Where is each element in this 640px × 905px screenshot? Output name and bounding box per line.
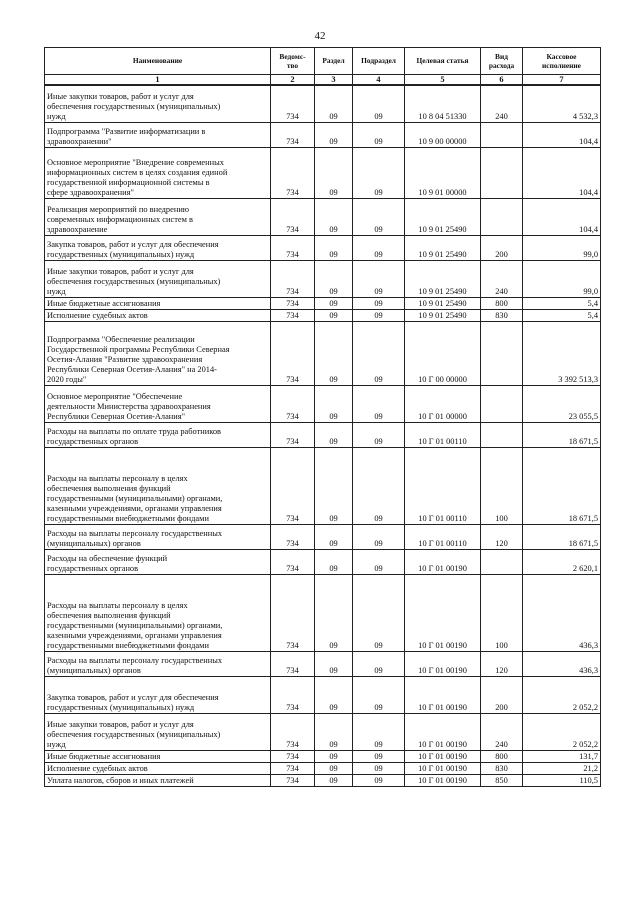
row-subsection: 09 [353,297,405,309]
row-department: 734 [271,422,315,447]
row-section: 09 [315,774,353,786]
row-subsection: 09 [353,260,405,297]
row-department: 734 [271,574,315,651]
table-row [45,297,601,309]
row-amount: 110,5 [523,774,601,786]
column-number: 7 [523,75,601,86]
column-number: 4 [353,75,405,86]
row-target-item: 10 9 01 25490 [405,198,481,235]
row-name: Исполнение судебных актов [45,762,271,774]
row-subsection: 09 [353,676,405,713]
row-amount: 5,4 [523,297,601,309]
row-section: 09 [315,750,353,762]
header-expense-type: Вид расхода [481,48,523,75]
row-section: 09 [315,447,353,524]
row-department: 734 [271,676,315,713]
header-cash-execution: Кассовое исполнение [523,48,601,75]
row-name: Основное мероприятие "Обеспечение деятельности Министерства здравоохранения Республики Северная Осетия-Алания" [45,385,271,422]
row-name: Иные закупки товаров, работ и услуг для обеспечения государственных (муниципальных) нужд [45,85,271,122]
row-section: 09 [315,422,353,447]
row-section: 09 [315,651,353,676]
table-row [45,309,601,321]
row-subsection: 09 [353,713,405,750]
row-subsection: 09 [353,574,405,651]
row-section: 09 [315,235,353,260]
row-department: 734 [271,774,315,786]
row-amount: 18 671,5 [523,422,601,447]
row-amount: 18 671,5 [523,524,601,549]
row-name: Подпрограмма "Развитие информатизации в здравоохранении" [45,122,271,147]
row-expense-type [481,549,523,574]
row-target-item: 10 9 01 00000 [405,147,481,198]
row-section: 09 [315,85,353,122]
row-target-item: 10 9 00 00000 [405,122,481,147]
table-row [45,574,601,651]
row-name: Закупка товаров, работ и услуг для обеспечения государственных (муниципальных) нужд [45,676,271,713]
row-department: 734 [271,651,315,676]
row-expense-type: 240 [481,260,523,297]
budget-table [44,47,601,787]
row-target-item: 10 Г 01 00190 [405,774,481,786]
row-amount: 21,2 [523,762,601,774]
row-target-item: 10 Г 01 00190 [405,676,481,713]
row-section: 09 [315,260,353,297]
row-department: 734 [271,713,315,750]
row-target-item: 10 Г 01 00110 [405,447,481,524]
row-target-item: 10 Г 01 00190 [405,574,481,651]
row-target-item: 10 Г 01 00110 [405,524,481,549]
row-expense-type [481,385,523,422]
row-department: 734 [271,385,315,422]
row-section: 09 [315,321,353,385]
table-row [45,549,601,574]
row-subsection: 09 [353,309,405,321]
row-amount: 5,4 [523,309,601,321]
row-target-item: 10 9 01 25490 [405,260,481,297]
row-amount: 104,4 [523,147,601,198]
row-amount: 436,3 [523,651,601,676]
row-name: Расходы на выплаты персоналу государственных (муниципальных) органов [45,651,271,676]
row-department: 734 [271,750,315,762]
row-section: 09 [315,297,353,309]
row-expense-type: 200 [481,676,523,713]
row-expense-type [481,321,523,385]
row-subsection: 09 [353,147,405,198]
table-row [45,122,601,147]
table-row [45,85,601,122]
row-amount: 104,4 [523,122,601,147]
row-name: Реализация мероприятий по внедрению современных информационных систем в здравоохранение [45,198,271,235]
row-expense-type: 200 [481,235,523,260]
row-name: Иные бюджетные ассигнования [45,750,271,762]
row-section: 09 [315,762,353,774]
table-row [45,447,601,524]
row-subsection: 09 [353,122,405,147]
row-target-item: 10 Г 01 00190 [405,750,481,762]
row-name: Подпрограмма "Обеспечение реализации Государственной программы Республики Северная Осетия-Алания "Развитие здравоохранения Республики Северная Осетия-Алания" на 2014- 2020 годы" [45,321,271,385]
row-amount: 2 620,1 [523,549,601,574]
table-row [45,774,601,786]
table-row [45,524,601,549]
column-number: 5 [405,75,481,86]
table-row [45,321,601,385]
row-expense-type [481,122,523,147]
row-name: Иные закупки товаров, работ и услуг для обеспечения государственных (муниципальных) нужд [45,260,271,297]
row-subsection: 09 [353,422,405,447]
row-target-item: 10 Г 01 00110 [405,422,481,447]
table-row [45,713,601,750]
table-row [45,147,601,198]
table-row [45,235,601,260]
row-expense-type: 120 [481,651,523,676]
row-expense-type: 800 [481,750,523,762]
page-number: 42 [314,30,326,42]
row-department: 734 [271,85,315,122]
column-numbers-row [45,75,601,86]
table-body [45,85,601,786]
row-name: Расходы на выплаты персоналу государственных (муниципальных) органов [45,524,271,549]
row-expense-type: 100 [481,574,523,651]
row-target-item: 10 Г 01 00190 [405,713,481,750]
column-number: 1 [45,75,271,86]
row-amount: 436,3 [523,574,601,651]
row-name: Иные закупки товаров, работ и услуг для обеспечения государственных (муниципальных) нужд [45,713,271,750]
row-department: 734 [271,297,315,309]
row-department: 734 [271,235,315,260]
row-department: 734 [271,260,315,297]
row-expense-type: 240 [481,713,523,750]
row-expense-type: 240 [481,85,523,122]
row-section: 09 [315,122,353,147]
row-subsection: 09 [353,447,405,524]
column-number: 6 [481,75,523,86]
row-amount: 2 052,2 [523,676,601,713]
row-amount: 2 052,2 [523,713,601,750]
row-subsection: 09 [353,198,405,235]
table-row [45,260,601,297]
row-expense-type: 830 [481,762,523,774]
row-expense-type [481,147,523,198]
row-section: 09 [315,549,353,574]
row-amount: 4 532,3 [523,85,601,122]
row-section: 09 [315,198,353,235]
row-subsection: 09 [353,235,405,260]
row-department: 734 [271,147,315,198]
table-row [45,422,601,447]
row-section: 09 [315,676,353,713]
row-department: 734 [271,549,315,574]
table-row [45,651,601,676]
row-expense-type: 830 [481,309,523,321]
row-subsection: 09 [353,651,405,676]
table-header-row [45,48,601,75]
row-name: Расходы на выплаты персоналу в целях обеспечения выполнения функций государственными (муниципальными) органами, казенными учреждениями, органами управления государственными внебюджетными фондами [45,447,271,524]
row-subsection: 09 [353,762,405,774]
column-number: 3 [315,75,353,86]
row-subsection: 09 [353,321,405,385]
table-row [45,385,601,422]
table-row [45,762,601,774]
header-subsection: Подраздел [353,48,405,75]
row-section: 09 [315,574,353,651]
row-amount: 18 671,5 [523,447,601,524]
row-name: Основное мероприятие "Внедрение современных информационных систем в целях создания единой государственной информационной системы в сфере здравоохранения" [45,147,271,198]
table-row [45,676,601,713]
table-row [45,750,601,762]
row-section: 09 [315,385,353,422]
row-expense-type: 120 [481,524,523,549]
row-name: Расходы на выплаты по оплате труда работников государственных органов [45,422,271,447]
row-target-item: 10 9 01 25490 [405,309,481,321]
row-name: Закупка товаров, работ и услуг для обеспечения государственных (муниципальных) нужд [45,235,271,260]
row-expense-type: 100 [481,447,523,524]
header-section: Раздел [315,48,353,75]
row-amount: 99,0 [523,260,601,297]
row-department: 734 [271,309,315,321]
row-target-item: 10 9 01 25490 [405,235,481,260]
row-name: Уплата налогов, сборов и иных платежей [45,774,271,786]
header-department: Ведомс- тво [271,48,315,75]
row-target-item: 10 Г 01 00190 [405,651,481,676]
row-amount: 131,7 [523,750,601,762]
row-department: 734 [271,122,315,147]
row-amount: 104,4 [523,198,601,235]
row-subsection: 09 [353,750,405,762]
row-expense-type [481,422,523,447]
row-department: 734 [271,321,315,385]
row-department: 734 [271,762,315,774]
header-target-item: Целевая статья [405,48,481,75]
row-expense-type [481,198,523,235]
row-amount: 23 055,5 [523,385,601,422]
row-amount: 99,0 [523,235,601,260]
row-department: 734 [271,198,315,235]
row-amount: 3 392 513,3 [523,321,601,385]
row-target-item: 10 Г 01 00190 [405,549,481,574]
row-department: 734 [271,447,315,524]
row-section: 09 [315,147,353,198]
row-name: Иные бюджетные ассигнования [45,297,271,309]
row-name: Исполнение судебных актов [45,309,271,321]
row-subsection: 09 [353,524,405,549]
row-target-item: 10 Г 01 00190 [405,762,481,774]
row-target-item: 10 8 04 51330 [405,85,481,122]
header-name: Наименование [45,48,271,75]
table-row [45,198,601,235]
row-target-item: 10 Г 00 00000 [405,321,481,385]
row-name: Расходы на выплаты персоналу в целях обеспечения выполнения функций государственными (муниципальными) органами, казенными учреждениями, органами управления государственными внебюджетными фондами [45,574,271,651]
row-subsection: 09 [353,549,405,574]
row-expense-type: 850 [481,774,523,786]
row-target-item: 10 Г 01 00000 [405,385,481,422]
row-department: 734 [271,524,315,549]
row-section: 09 [315,713,353,750]
column-number: 2 [271,75,315,86]
row-section: 09 [315,309,353,321]
row-target-item: 10 9 01 25490 [405,297,481,309]
row-subsection: 09 [353,774,405,786]
row-subsection: 09 [353,85,405,122]
row-section: 09 [315,524,353,549]
row-name: Расходы на обеспечение функций государственных органов [45,549,271,574]
row-expense-type: 800 [481,297,523,309]
row-subsection: 09 [353,385,405,422]
